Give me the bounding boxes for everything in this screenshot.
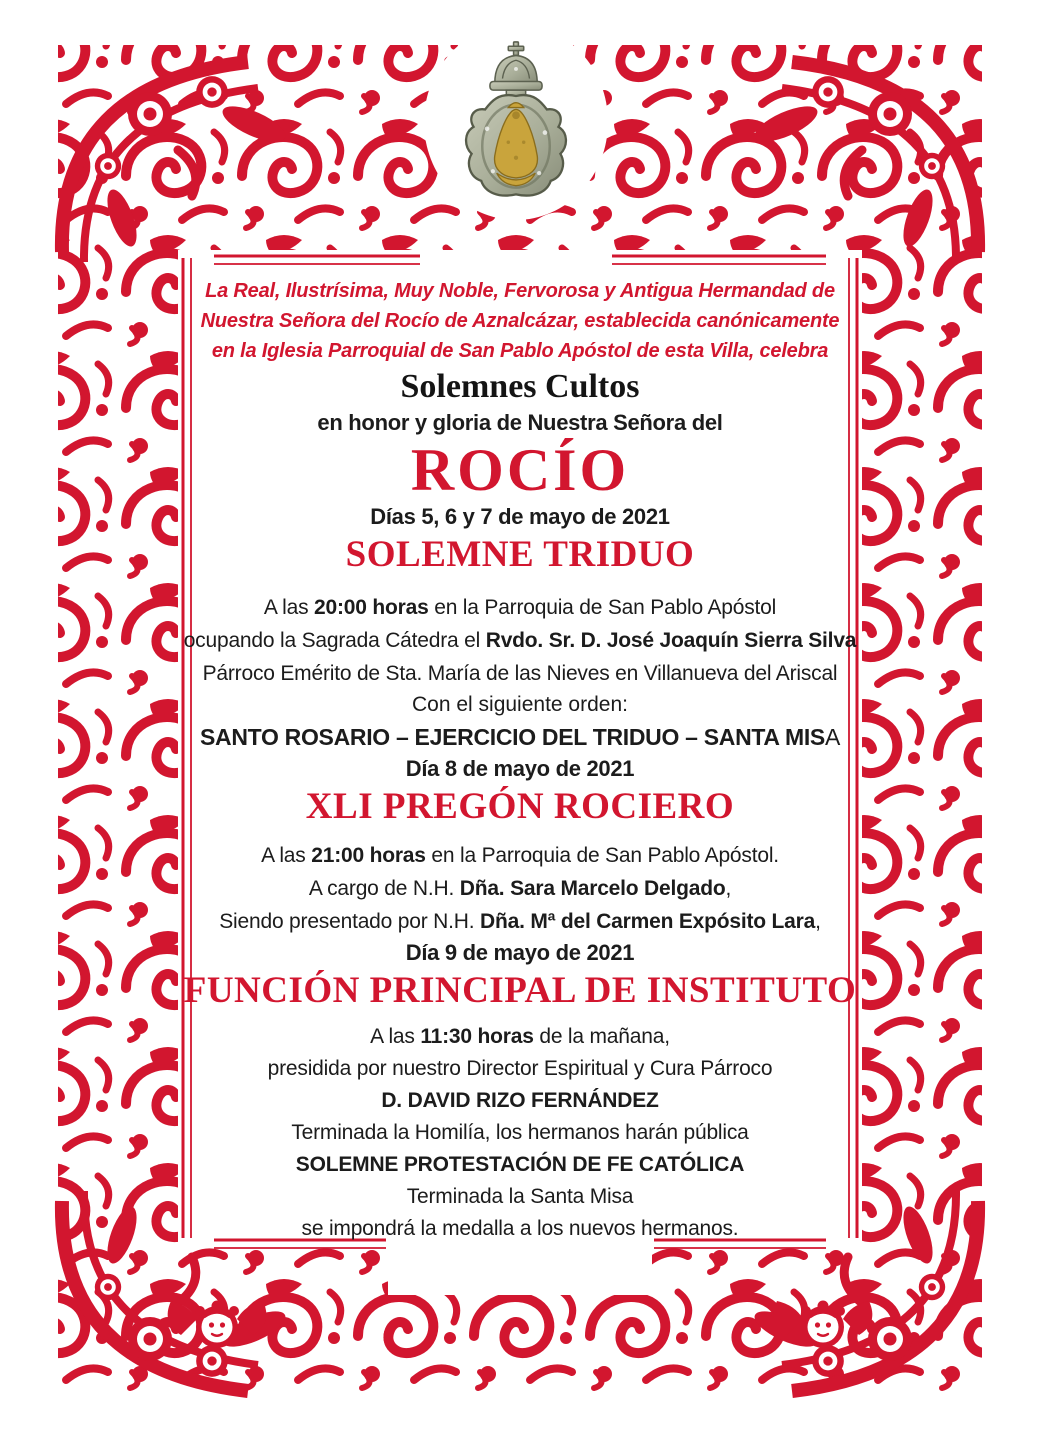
line-segment: A cargo de N.H.	[308, 877, 460, 900]
line-segment-bold: 11:30 horas	[420, 1025, 534, 1048]
event-line	[160, 591, 880, 624]
funcion-section	[160, 938, 880, 1245]
event-line	[160, 1213, 880, 1245]
line-segment: A las	[261, 844, 312, 867]
solemnes-cultos-title: Solemnes Cultos	[400, 368, 640, 405]
hermandad-crest-icon	[458, 40, 574, 204]
line-segment-bold: 20:00 horas	[314, 596, 429, 619]
line-segment: A	[824, 724, 841, 750]
event-line	[160, 1181, 880, 1213]
triduo-details	[160, 591, 880, 690]
line-segment: en la Parroquia de San Pablo Apóstol	[428, 596, 777, 619]
line-segment: de la mañana,	[533, 1025, 670, 1048]
line-segment: Terminada la Homilía, los hermanos harán pública	[291, 1121, 749, 1144]
line-segment: Párroco Emérito de Sta. María de las Nieves en Villanueva del Ariscal	[202, 662, 838, 685]
event-line	[160, 872, 880, 905]
pregon-section	[160, 754, 880, 938]
event-line	[160, 839, 880, 872]
rocio-title: ROCÍO	[410, 437, 630, 503]
event-line	[160, 657, 880, 690]
funcion-details	[160, 1021, 880, 1245]
line-segment-bold: SOLEMNE PROTESTACIÓN DE FE CATÓLICA	[295, 1153, 745, 1176]
funcion-date: Día 9 de mayo de 2021	[405, 940, 635, 965]
dedication-line: en honor y gloria de Nuestra Señora del	[317, 410, 723, 435]
intro-line-2: Nuestra Señora del Rocío de Aznalcázar, establecida canónicamente	[200, 310, 840, 332]
line-segment: ocupando la Sagrada Cátedra el	[183, 629, 486, 652]
pregon-details	[160, 839, 880, 938]
event-line	[160, 1149, 880, 1181]
event-line	[160, 1085, 880, 1117]
line-segment-bold: Rvdo. Sr. D. José Joaquín Sierra Silva	[485, 629, 857, 652]
line-segment: se impondrá la medalla a los nuevos hermanos.	[301, 1217, 739, 1240]
intro-block	[160, 276, 880, 366]
pregon-date: Día 8 de mayo de 2021	[405, 756, 635, 781]
line-segment-bold: D. DAVID RIZO FERNÁNDEZ	[381, 1089, 659, 1112]
line-segment-bold: Dña. Sara Marcelo Delgado	[459, 877, 726, 900]
event-line	[160, 1053, 880, 1085]
line-segment: A las	[370, 1025, 421, 1048]
triduo-heading: SOLEMNE TRIDUO	[345, 534, 695, 575]
event-line	[160, 905, 880, 938]
line-segment: Terminada la Santa Misa	[406, 1185, 634, 1208]
line-segment: A las	[263, 596, 315, 619]
line-segment: ,	[815, 910, 821, 933]
order-intro-line: Con el siguiente orden:	[412, 693, 628, 716]
order-line	[160, 720, 880, 754]
event-line	[160, 624, 880, 657]
intro-line-1: La Real, Ilustrísima, Muy Noble, Fervorosa y Antigua Hermandad de	[205, 280, 835, 302]
funcion-heading: FUNCIÓN PRINCIPAL DE INSTITUTO	[183, 970, 857, 1011]
pregon-heading: XLI PREGÓN ROCIERO	[305, 786, 735, 827]
line-segment-bold: 21:00 horas	[311, 844, 426, 867]
triduo-dates: Días 5, 6 y 7 de mayo de 2021	[370, 504, 670, 529]
triduo-section	[160, 502, 880, 754]
line-segment: Siendo presentado por N.H.	[219, 910, 480, 933]
line-segment-bold: SANTO ROSARIO – EJERCICIO DEL TRIDUO – SANTA MIS	[199, 724, 825, 750]
line-segment: en la Parroquia de San Pablo Apóstol.	[425, 844, 779, 867]
line-segment-bold: Dña. Mª del Carmen Expósito Lara	[480, 910, 816, 933]
intro-line-3: en la Iglesia Parroquial de San Pablo Apóstol de esta Villa, celebra	[211, 340, 829, 362]
line-segment: presidida por nuestro Director Espiritual y Cura Párroco	[267, 1057, 773, 1080]
poster-content	[160, 276, 880, 1245]
line-segment: ,	[725, 877, 732, 900]
event-line	[160, 1021, 880, 1053]
event-line	[160, 1117, 880, 1149]
